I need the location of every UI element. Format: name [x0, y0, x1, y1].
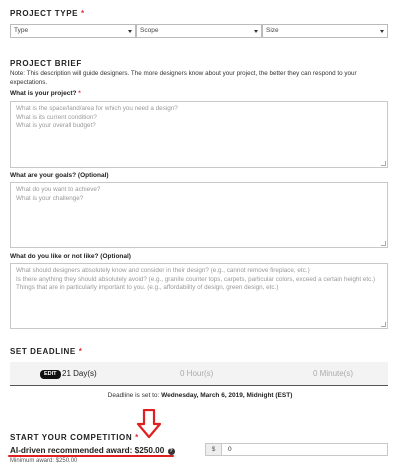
- min-award-text: Minimum award: $250.00: [10, 458, 78, 464]
- type-select-value: Type: [14, 27, 29, 34]
- chevron-down-icon: [380, 30, 384, 33]
- scope-select-value: Scope: [140, 27, 159, 34]
- project-textarea[interactable]: [10, 101, 388, 168]
- deadline-set-text: Deadline is set to: Wednesday, March 6, 2019, Midnight (EST): [107, 392, 293, 399]
- days-value: 21 Day(s): [62, 369, 97, 378]
- minutes-value: 0 Minute(s): [313, 369, 354, 378]
- project-brief-title: PROJECT BRIEF: [10, 59, 82, 68]
- required-mark: *: [78, 90, 81, 97]
- annotation-underline: [8, 455, 174, 457]
- preferences-textarea[interactable]: [10, 263, 388, 329]
- placeholder-line: What do you want to achieve?: [16, 186, 101, 193]
- placeholder-line: What is your overall budget?: [16, 122, 96, 129]
- preferences-field-label: What do you like or not like? (Optional): [10, 253, 131, 260]
- deadline-title: SET DEADLINE *: [10, 347, 83, 356]
- required-mark: *: [80, 9, 85, 18]
- placeholder-line: Things that are in particularly important to you. (e.g., affordability of design, green design, etc.): [16, 284, 279, 291]
- arrow-down-icon: [136, 409, 162, 439]
- competition-title: START YOUR COMPETITION *: [10, 433, 139, 442]
- required-mark: *: [78, 347, 83, 356]
- placeholder-line: What is your challenge?: [16, 194, 84, 202]
- project-type-title: PROJECT TYPE *: [10, 9, 85, 18]
- hours-value: 0 Hour(s): [180, 369, 214, 378]
- type-select[interactable]: [10, 24, 136, 38]
- resize-handle-icon[interactable]: [381, 161, 386, 166]
- size-select[interactable]: [262, 24, 388, 38]
- placeholder-line: What should designers absolutely know and consider in their design? (e.g., cannot remove fireplace, etc.): [16, 267, 310, 274]
- project-field-label: What is your project? *: [10, 90, 81, 97]
- help-icon[interactable]: ?: [169, 448, 173, 454]
- chevron-down-icon: [254, 30, 258, 33]
- edit-deadline-button[interactable]: EDIT: [40, 370, 61, 379]
- resize-handle-icon[interactable]: [381, 241, 386, 246]
- placeholder-line: What is its current condition?: [16, 113, 97, 121]
- brief-note: Note: This description will guide designers. The more designers know about your project, the better they can respond to your expectations.: [10, 70, 357, 86]
- chevron-down-icon: [128, 30, 132, 33]
- required-mark: *: [135, 433, 139, 442]
- deadline-bar: [10, 362, 388, 386]
- scope-select[interactable]: [136, 24, 262, 38]
- award-input-group: [205, 443, 388, 456]
- placeholder-line: What is the space/land/area for which you need a design?: [16, 105, 178, 112]
- goals-field-label: What are your goals? (Optional): [10, 172, 109, 179]
- currency-prefix: $: [206, 444, 222, 455]
- size-select-value: Size: [266, 27, 279, 34]
- ai-award-text: AI-driven recommended award: $250.00 ?: [10, 446, 173, 455]
- resize-handle-icon[interactable]: [381, 322, 386, 327]
- award-input[interactable]: [228, 444, 378, 455]
- placeholder-line: Is there anything they should absolutely avoid? (e.g., granite counter tops, carpets, particular colors, exceed a certain height etc.): [16, 275, 376, 283]
- deadline-date: Wednesday, March 6, 2019, Midnight (EST): [161, 392, 293, 399]
- goals-textarea[interactable]: [10, 182, 388, 248]
